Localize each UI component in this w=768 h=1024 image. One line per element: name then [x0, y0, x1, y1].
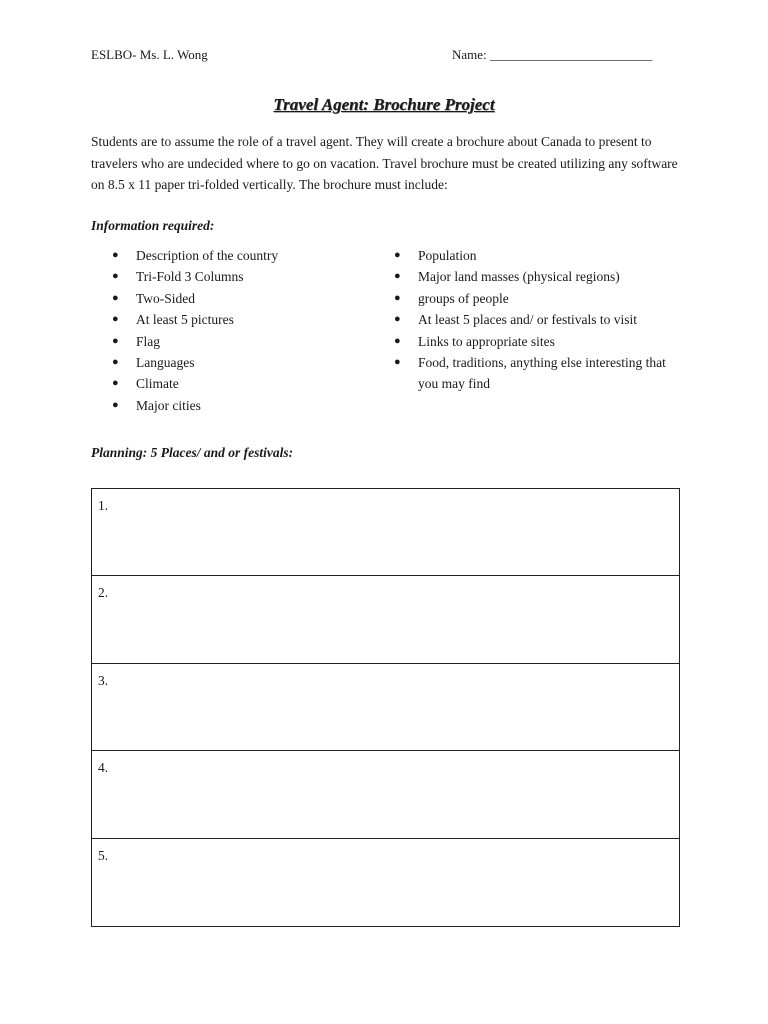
list-item: ● At least 5 pictures: [112, 309, 372, 330]
bullet-icon: ●: [112, 249, 119, 261]
list-item: ● At least 5 places and/ or festivals to visit: [394, 309, 684, 330]
row-number: 5.: [98, 847, 109, 863]
planning-row[interactable]: [92, 489, 679, 576]
bullet-icon: ●: [112, 398, 119, 411]
list-item: ● Climate: [112, 373, 372, 394]
planning-table: [91, 488, 680, 927]
planning-row[interactable]: [92, 576, 679, 663]
requirements-list-left: [112, 245, 372, 416]
list-item: ● Languages: [112, 352, 372, 373]
student-name-line: Name: _________________________: [452, 47, 653, 62]
list-item: ● Description of the country: [112, 245, 372, 266]
list-item: ● Food, traditions, anything else interesting that you may find: [394, 352, 684, 395]
bullet-icon: ●: [112, 377, 119, 390]
bullet-icon: ●: [394, 270, 401, 283]
list-item: ● Two-Sided: [112, 288, 372, 309]
bullet-icon: ●: [112, 313, 119, 326]
bullet-icon: ●: [112, 356, 119, 369]
list-item: ● Major cities: [112, 395, 372, 416]
bullet-icon: ●: [112, 270, 119, 283]
bullet-icon: ●: [112, 291, 119, 304]
bullet-icon: ●: [112, 334, 119, 347]
list-item: ● Tri-Fold 3 Columns: [112, 266, 372, 287]
row-number: 3.: [98, 672, 109, 688]
list-item: ● Major land masses (physical regions): [394, 266, 684, 287]
bullet-icon: ●: [394, 356, 401, 369]
planning-row[interactable]: [92, 751, 679, 838]
information-heading: Information required:: [91, 218, 215, 233]
planning-row[interactable]: [92, 664, 679, 751]
requirements-list-right: [394, 245, 684, 395]
teacher-header: ESLBO- Ms. L. Wong: [91, 47, 208, 62]
list-item: ● Flag: [112, 331, 372, 352]
row-number: 1.: [98, 498, 109, 513]
intro-paragraph: Students are to assume the role of a travel agent. They will create a brochure about Canada to present to travelers who are undecided where to go on vacation. Travel brochure must be created utilizing any software on 8.5 x 11 paper tri-folded vertically. The brochure must include:: [91, 134, 678, 192]
page-title: Travel Agent: Brochure Project: [273, 95, 495, 114]
bullet-icon: ●: [394, 334, 401, 347]
row-number: 2.: [98, 585, 109, 601]
list-item: ● Population: [394, 245, 684, 266]
row-number: 4.: [98, 760, 109, 776]
planning-row[interactable]: [92, 839, 679, 926]
bullet-icon: ●: [394, 313, 401, 326]
bullet-icon: ●: [394, 291, 401, 304]
bullet-icon: ●: [394, 249, 401, 261]
list-item: ● Links to appropriate sites: [394, 331, 684, 352]
planning-heading: Planning: 5 Places/ and or festivals:: [91, 445, 294, 460]
list-item: ● groups of people: [394, 288, 684, 309]
